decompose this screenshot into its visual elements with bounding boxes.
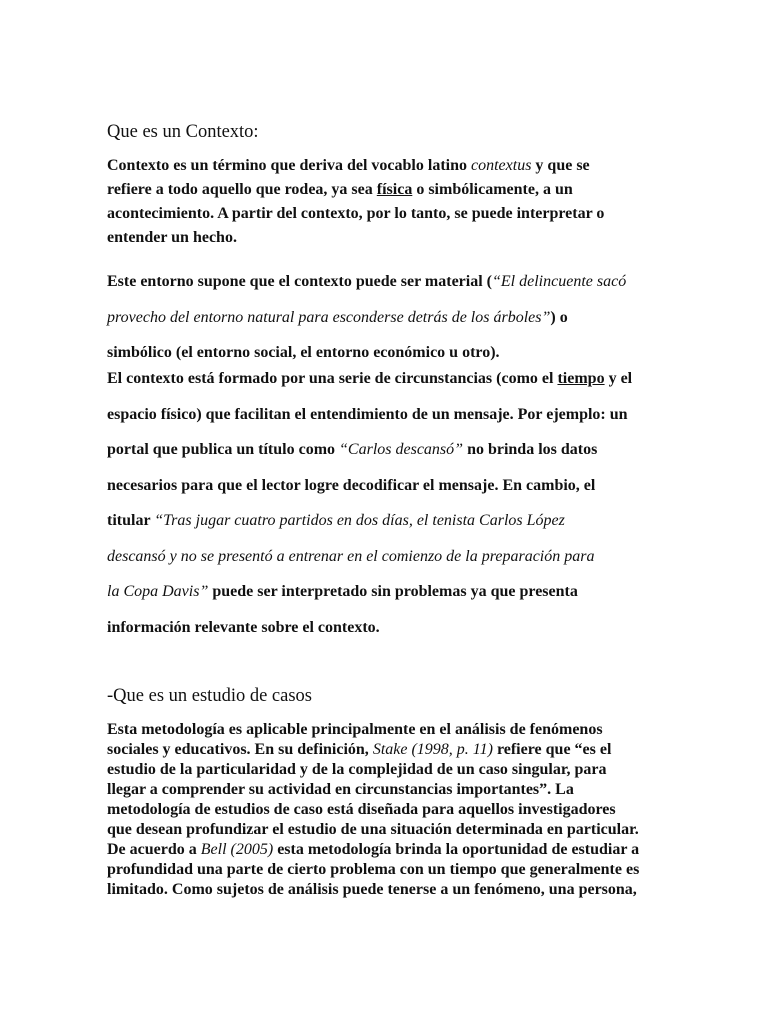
heading-que-es-contexto: Que es un Contexto: — [107, 122, 259, 142]
text-line: acontecimiento. A partir del contexto, por lo tanto, se puede interpretar o — [107, 205, 605, 222]
text-line: necesarios para que el lector logre decodificar el mensaje. En cambio, el — [107, 476, 596, 494]
text-line: refiere a todo aquello que rodea, ya sea física o simbólicamente, a un — [107, 181, 573, 198]
text-line: limitado. Como sujetos de análisis puede tenerse a un fenómeno, una persona, — [107, 881, 637, 898]
text-line: llegar a comprender su actividad en circunstancias importantes”. La — [107, 781, 574, 798]
paragraph-circunstancias — [107, 361, 667, 645]
text-line: Esta metodología es aplicable principalmente en el análisis de fenómenos — [107, 721, 603, 738]
text-line: titular “Tras jugar cuatro partidos en dos días, el tenista Carlos López — [107, 512, 565, 529]
text-line: estudio de la particularidad y de la complejidad de un caso singular, para — [107, 761, 607, 778]
paragraph-metodologia — [107, 720, 667, 900]
text-line: entender un hecho. — [107, 229, 237, 246]
paragraph-entorno — [107, 264, 667, 371]
text-line: Contexto es un término que deriva del vocablo latino contextus y que se — [107, 157, 590, 174]
text-line: provecho del entorno natural para esconderse detrás de los árboles”) o — [107, 308, 568, 326]
text-line: profundidad una parte de cierto problema con un tiempo que generalmente es — [107, 861, 640, 878]
link-fisica[interactable]: física — [376, 181, 413, 198]
text-line: simbólico (el entorno social, el entorno económico u otro). — [107, 344, 500, 361]
link-tiempo[interactable]: tiempo — [557, 370, 605, 387]
text-line: información relevante sobre el contexto. — [107, 618, 380, 636]
text-line: metodología de estudios de caso está diseñada para aquellos investigadores — [107, 801, 616, 818]
text-line: sociales y educativos. En su definición, Stake (1998, p. 11) refiere que “es el — [107, 741, 612, 758]
paragraph-contexto-definicion — [107, 154, 667, 250]
text-line: espacio físico) que facilitan el entendimiento de un mensaje. Por ejemplo: un — [107, 405, 628, 423]
text-line: Este entorno supone que el contexto puede ser material (“El delincuente sacó — [107, 273, 627, 290]
text-line: que desean profundizar el estudio de una situación determinada en particular. — [107, 821, 639, 838]
text-line: El contexto está formado por una serie de circunstancias (como el tiempo y el — [107, 370, 633, 387]
text-line: la Copa Davis” puede ser interpretado sin problemas ya que presenta — [107, 583, 578, 600]
text-line: De acuerdo a Bell (2005) esta metodología brinda la oportunidad de estudiar a — [107, 841, 640, 858]
text-line: portal que publica un título como “Carlos descansó” no brinda los datos — [107, 441, 598, 458]
text-line: descansó y no se presentó a entrenar en el comienzo de la preparación para — [107, 547, 595, 565]
heading-estudio-de-casos: -Que es un estudio de casos — [107, 686, 312, 706]
